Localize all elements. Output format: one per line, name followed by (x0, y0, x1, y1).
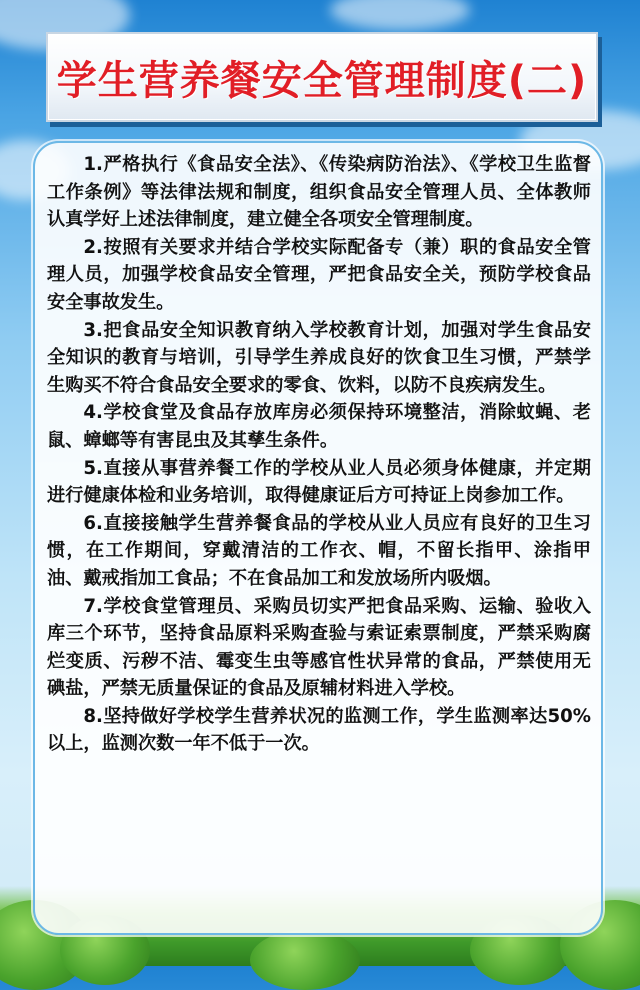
regulation-item: 2.按照有关要求并结合学校实际配备专（兼）职的食品安全管理人员，加强学校食品安全管理，严把食品安全关，预防学校食品安全事故发生。 (47, 236, 591, 313)
title-banner (46, 32, 598, 122)
regulation-item: 7.学校食堂管理员、采购员切实严把食品采购、运输、验收入库三个环节，坚持食品原料采购查验与索证索票制度，严禁采购腐烂变质、污秽不洁、霉变生虫等感官性状异常的食品，严禁使用无碘盐，严禁无质量保证的食品及原辅材料进入学校。 (47, 595, 591, 700)
regulation-item: 1.严格执行《食品安全法》、《传染病防治法》、《学校卫生监督工作条例》等法律法规和制度，组织食品安全管理人员、全体教师认真学好上述法律制度，建立健全各项安全管理制度。 (47, 154, 591, 231)
tree-decoration (250, 930, 360, 990)
content-panel (33, 141, 603, 935)
regulation-item: 8.坚持做好学校学生营养状况的监测工作，学生监测率达50%以上，监测次数一年不低于一次。 (47, 705, 591, 755)
regulation-item: 3.把食品安全知识教育纳入学校教育计划，加强对学生食品安全知识的教育与培训，引导学生养成良好的饮食卫生习惯，严禁学生购买不符合食品安全要求的零食、饮料，以防不良疾病发生。 (47, 319, 591, 396)
regulation-list (47, 151, 591, 758)
regulation-item: 5.直接从事营养餐工作的学校从业人员必须身体健康，并定期进行健康体检和业务培训，取得健康证后方可持证上岗参加工作。 (47, 457, 591, 507)
cloud-decoration (330, 0, 470, 30)
regulation-item: 4.学校食堂及食品存放库房必须保持环境整洁，消除蚊蝇、老鼠、蟑螂等有害昆虫及其孳生条件。 (47, 402, 591, 451)
page-title: 学生营养餐安全管理制度(二) (56, 57, 588, 104)
regulation-item: 6.直接接触学生营养餐食品的学校从业人员应有良好的卫生习惯，在工作期间，穿戴清洁的工作衣、帽，不留长指甲、涂指甲油、戴戒指加工食品；不在食品加工和发放场所内吸烟。 (47, 512, 591, 589)
